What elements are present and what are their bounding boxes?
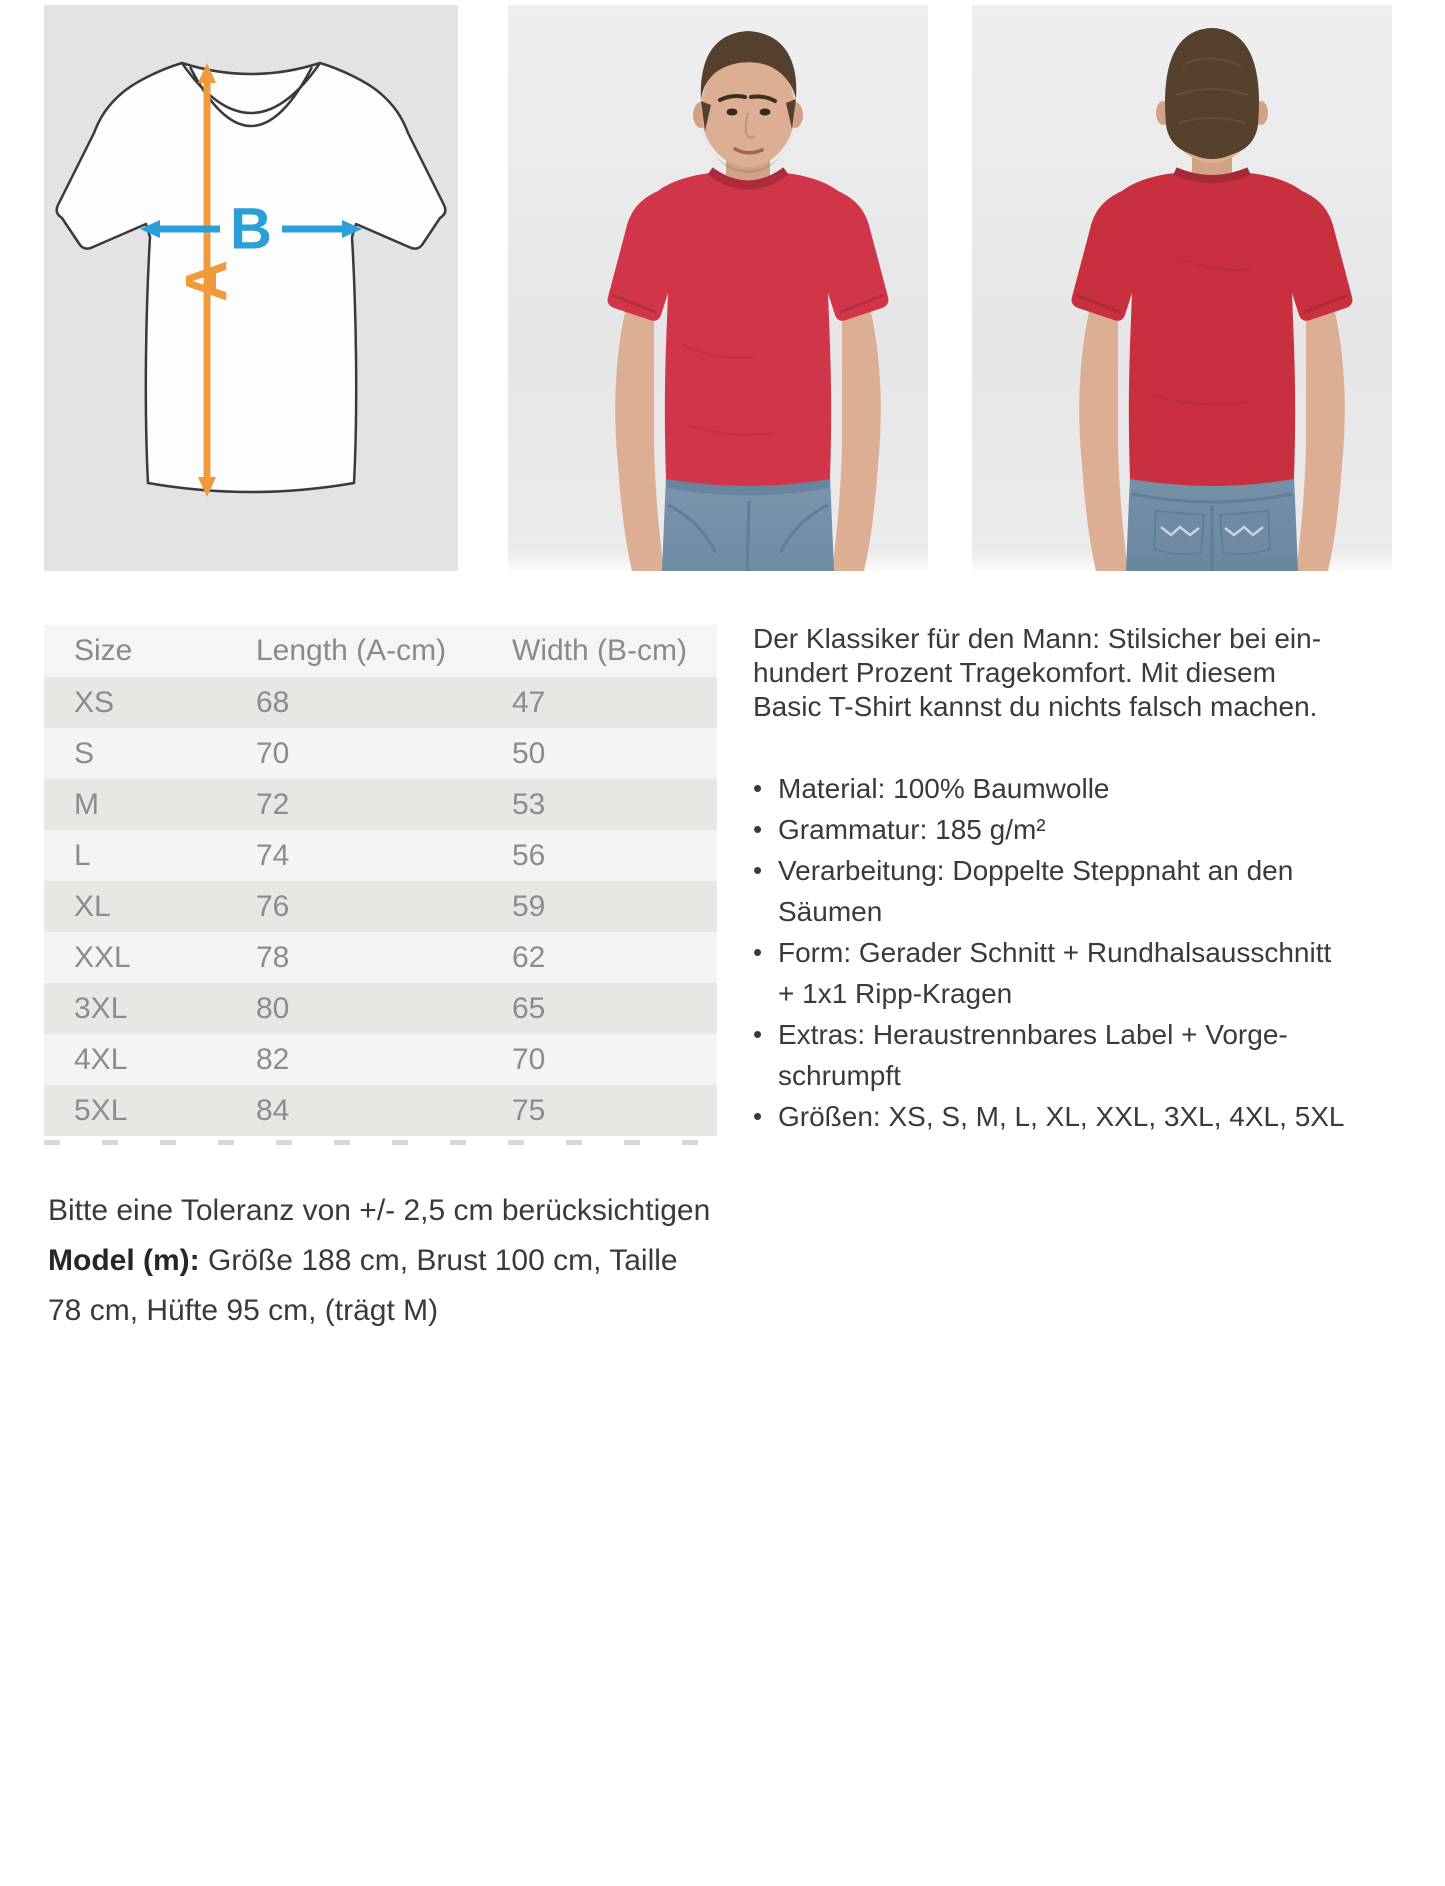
header-width: Width (B-cm) bbox=[512, 634, 687, 667]
model-back-figure bbox=[972, 5, 1392, 571]
model-front-photo bbox=[508, 5, 928, 571]
cell-size: XXL bbox=[74, 940, 131, 974]
cell-width: 75 bbox=[512, 1093, 546, 1127]
cell-length: 78 bbox=[256, 940, 290, 974]
back-pocket-right bbox=[1220, 511, 1270, 554]
cell-size: 3XL bbox=[74, 991, 128, 1025]
cell-length: 72 bbox=[256, 787, 290, 821]
cropped-row-remnant bbox=[44, 1140, 704, 1145]
tolerance-line: Bitte eine Toleranz von +/- 2,5 cm berücksichtigen bbox=[48, 1194, 711, 1227]
table-row bbox=[44, 1034, 717, 1085]
cell-length: 82 bbox=[256, 1042, 290, 1076]
table-row bbox=[44, 779, 717, 830]
header-size: Size bbox=[74, 634, 133, 667]
product-description-intro bbox=[753, 622, 1443, 724]
model-measurements-line bbox=[48, 1236, 738, 1286]
table-row bbox=[44, 830, 717, 881]
cell-size: 5XL bbox=[74, 1093, 128, 1127]
cell-size: L bbox=[74, 838, 91, 872]
cell-size: XL bbox=[74, 889, 111, 923]
eye-right bbox=[760, 109, 771, 116]
size-table bbox=[44, 625, 717, 1136]
cell-width: 56 bbox=[512, 838, 546, 872]
table-row bbox=[44, 881, 717, 932]
feature-groessen: • Größen: XS, S, M, L, XL, XXL, 3XL, 4XL, 5XL bbox=[778, 1096, 1443, 1137]
cell-width: 47 bbox=[512, 685, 546, 719]
size-table-header bbox=[44, 625, 717, 677]
model-measurements-part2: 78 cm, Hüfte 95 cm, (trägt M) bbox=[48, 1294, 439, 1327]
feature-form: • Form: Gerader Schnitt + Rundhalsausschnitt bbox=[778, 932, 1443, 973]
table-row bbox=[44, 1085, 717, 1136]
product-feature-list bbox=[753, 768, 1443, 1137]
eye-left bbox=[727, 109, 738, 116]
cell-size: S bbox=[74, 736, 95, 770]
model-measurements-part1: Größe 188 cm, Brust 100 cm, Taille bbox=[199, 1244, 678, 1277]
size-diagram bbox=[44, 5, 458, 571]
table-row bbox=[44, 932, 717, 983]
cell-length: 68 bbox=[256, 685, 290, 719]
feature-verarbeitung-cont: Säumen bbox=[778, 896, 883, 927]
feature-verarbeitung: • Verarbeitung: Doppelte Steppnaht an den bbox=[778, 850, 1443, 891]
intro-line: hundert Prozent Tragekomfort. Mit diesem bbox=[753, 657, 1276, 688]
intro-line: Basic T-Shirt kannst du nichts falsch machen. bbox=[753, 691, 1318, 722]
cell-width: 62 bbox=[512, 940, 546, 974]
model-back-photo bbox=[972, 5, 1392, 571]
cell-width: 65 bbox=[512, 991, 546, 1025]
cell-length: 76 bbox=[256, 889, 290, 923]
cell-width: 50 bbox=[512, 736, 546, 770]
intro-line: Der Klassiker für den Mann: Stilsicher bei ein- bbox=[753, 623, 1322, 654]
cell-length: 84 bbox=[256, 1093, 290, 1127]
cell-length: 74 bbox=[256, 838, 290, 872]
feature-material: • Material: 100% Baumwolle bbox=[778, 768, 1443, 809]
cell-width: 59 bbox=[512, 889, 546, 923]
model-front-figure bbox=[508, 5, 928, 571]
cell-size: XS bbox=[74, 685, 115, 719]
feature-grammatur: • Grammatur: 185 g/m² bbox=[778, 809, 1443, 850]
cell-size: M bbox=[74, 787, 99, 821]
feature-extras: • Extras: Heraustrennbares Label + Vorge- bbox=[778, 1014, 1443, 1055]
table-row bbox=[44, 677, 717, 728]
cell-length: 70 bbox=[256, 736, 290, 770]
cell-width: 70 bbox=[512, 1042, 546, 1076]
tolerance-note bbox=[48, 1186, 738, 1336]
back-pocket-left bbox=[1154, 511, 1204, 554]
size-diagram-image bbox=[44, 5, 458, 571]
feature-form-cont: + 1x1 Ripp-Kragen bbox=[778, 978, 1013, 1009]
table-row bbox=[44, 983, 717, 1034]
feature-extras-cont: schrumpft bbox=[778, 1060, 901, 1091]
label-a: A bbox=[174, 260, 240, 302]
cell-width: 53 bbox=[512, 787, 546, 821]
model-label: Model (m): bbox=[48, 1244, 200, 1277]
table-row bbox=[44, 728, 717, 779]
header-length: Length (A-cm) bbox=[256, 634, 447, 667]
cell-length: 80 bbox=[256, 991, 290, 1025]
label-b: B bbox=[230, 196, 272, 262]
cell-size: 4XL bbox=[74, 1042, 128, 1076]
